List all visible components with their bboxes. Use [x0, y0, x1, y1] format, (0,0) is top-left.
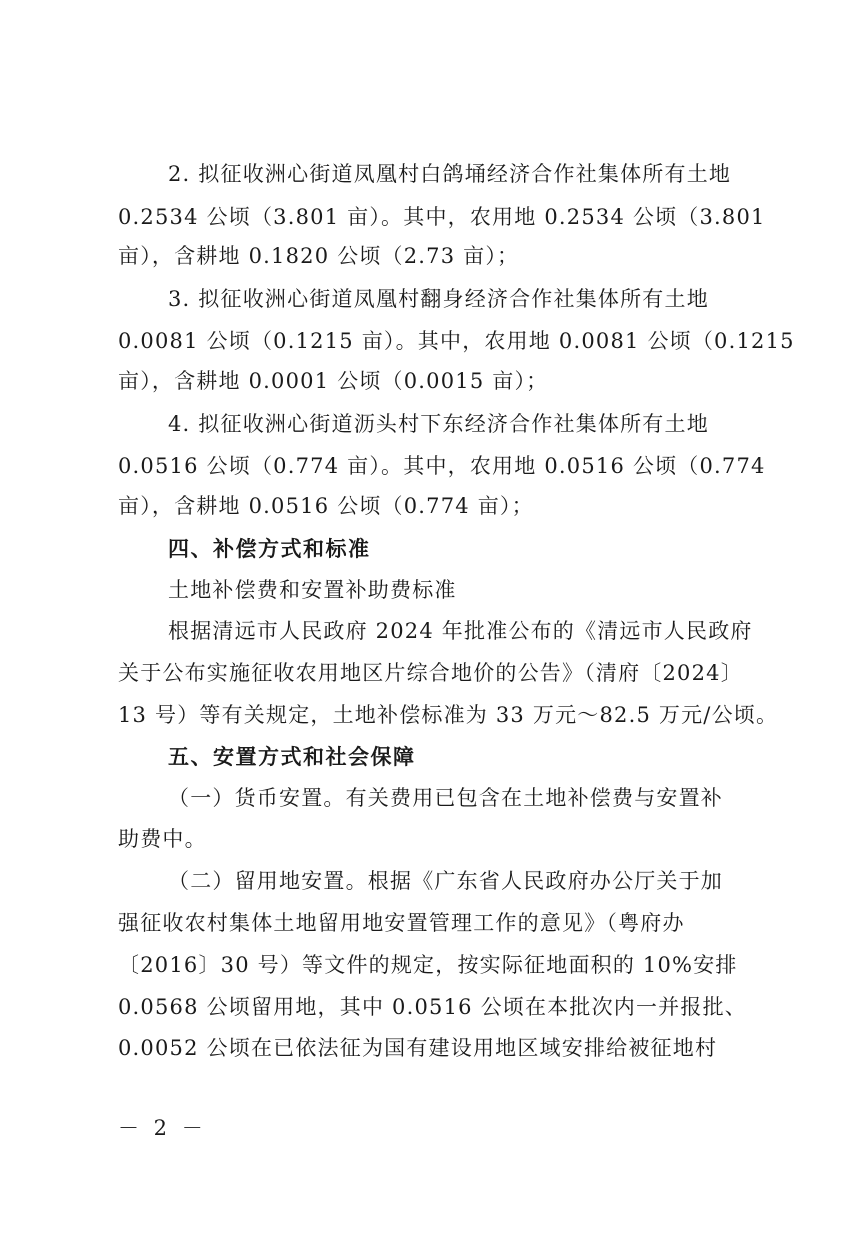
subheading-compensation-standard: 土地补偿费和安置补助费标准 [168, 578, 457, 602]
item-2-line-1: 2. 拟征收洲心街道凤凰村白鸽埇经济合作社集体所有土地 [168, 162, 732, 186]
paragraph-reserved-land-line-4: 0.0568 公顷留用地，其中 0.0516 公顷在本批次内一并报批、 [118, 995, 747, 1019]
paragraph-monetary-line-2: 助费中。 [118, 827, 207, 851]
paragraph-basis-line-2: 关于公布实施征收农用地区片综合地价的公告》（清府〔2024〕 [118, 661, 743, 685]
paragraph-reserved-land-line-3: 〔2016〕30 号）等文件的规定，按实际征地面积的 10%安排 [118, 953, 738, 977]
item-2-line-3: 亩），含耕地 0.1820 公顷（2.73 亩）； [118, 244, 520, 268]
item-3-line-1: 3. 拟征收洲心街道凤凰村翻身经济合作社集体所有土地 [168, 287, 709, 311]
page-number: － 2 － [118, 1116, 207, 1140]
item-3-line-3: 亩），含耕地 0.0001 公顷（0.0015 亩）； [118, 369, 549, 393]
paragraph-basis-line-1: 根据清远市人民政府 2024 年批准公布的《清远市人民政府 [168, 619, 753, 643]
paragraph-basis-line-3: 13 号）等有关规定，土地补偿标准为 33 万元～82.5 万元/公顷。 [118, 703, 779, 727]
item-2-line-2: 0.2534 公顷（3.801 亩）。其中，农用地 0.2534 公顷（3.801 [118, 205, 766, 229]
item-4-line-3: 亩），含耕地 0.0516 公顷（0.774 亩）； [118, 494, 534, 518]
section-4-heading: 四、补偿方式和标准 [168, 537, 371, 561]
paragraph-monetary-line-1: （一）货币安置。有关费用已包含在土地补偿费与安置补 [168, 786, 723, 810]
paragraph-reserved-land-line-5: 0.0052 公顷在已依法征为国有建设用地区域安排给被征地村 [118, 1036, 718, 1060]
section-5-heading: 五、安置方式和社会保障 [168, 745, 416, 769]
item-4-line-2: 0.0516 公顷（0.774 亩）。其中，农用地 0.0516 公顷（0.774 [118, 454, 766, 478]
paragraph-reserved-land-line-2: 强征收农村集体土地留用地安置管理工作的意见》（粤府办 [118, 911, 685, 935]
item-4-line-1: 4. 拟征收洲心街道沥头村下东经济合作社集体所有土地 [168, 412, 709, 436]
paragraph-reserved-land-line-1: （二）留用地安置。根据《广东省人民政府办公厅关于加 [168, 869, 723, 893]
item-3-line-2: 0.0081 公顷（0.1215 亩）。其中，农用地 0.0081 公顷（0.1215 [118, 329, 795, 353]
